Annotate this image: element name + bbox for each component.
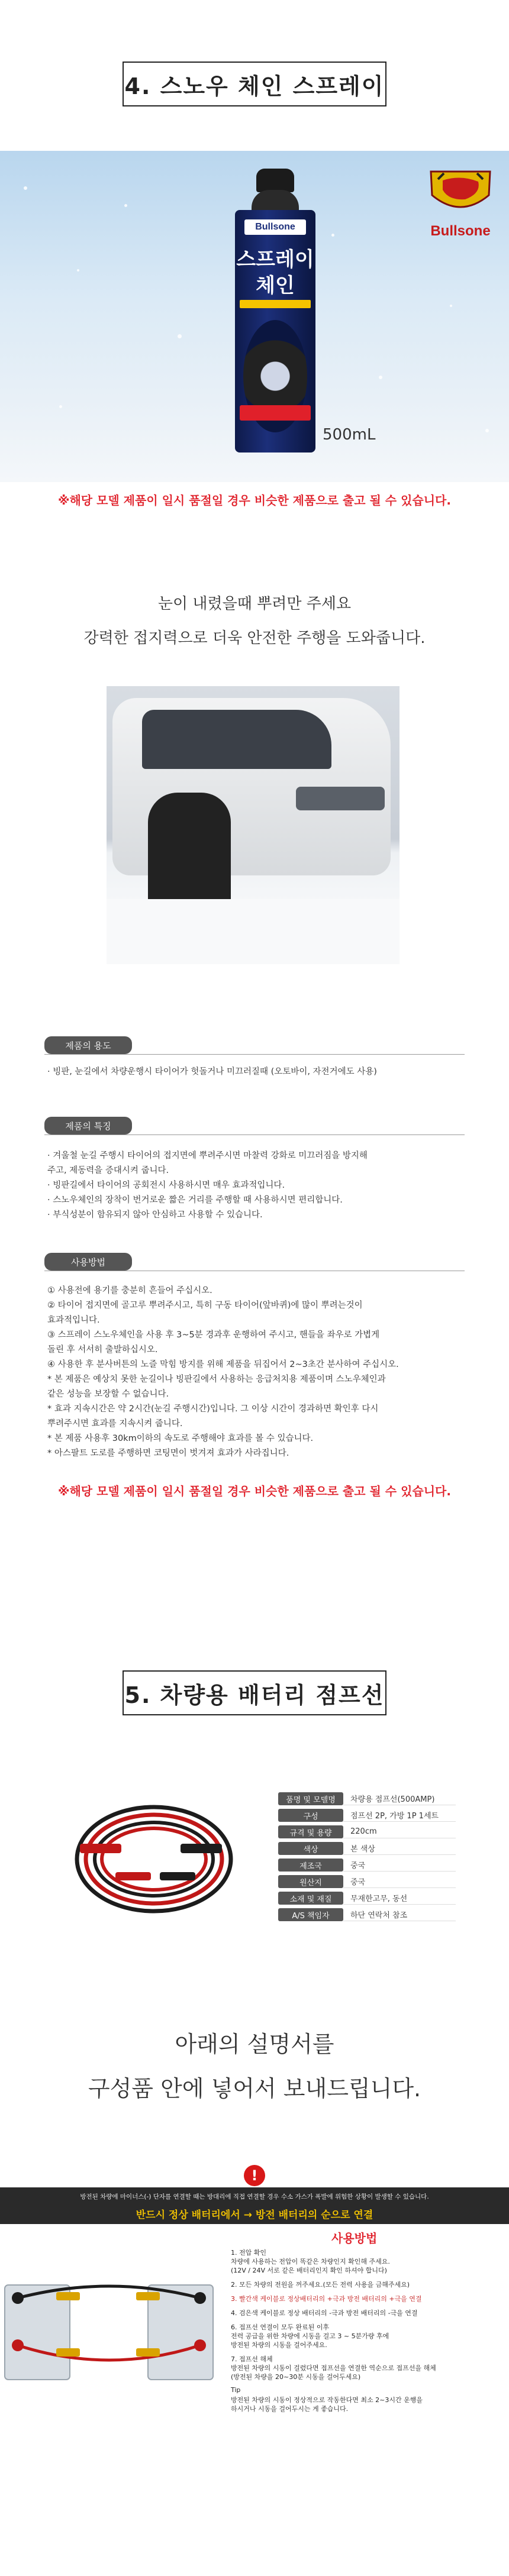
spec-value: 점프선 2P, 가방 1P 1세트 [343,1809,456,1822]
spec-value: 중국 [343,1859,456,1872]
method-line: 효과적입니다. [47,1316,100,1325]
volume-label: 500mL [323,426,376,444]
spec-value: 본 색상 [343,1842,456,1855]
method-line: ② 타이어 접지면에 골고루 뿌려주시고, 특히 구동 타이어(앞바퀴)에 많이 뿌려는것이 [47,1301,363,1310]
brand-wordmark: Bullsone [430,223,491,239]
method-line: 돌린 후 서서히 출발하십시오. [47,1345,158,1355]
step-line: (방전된 차량을 20~30분 시동을 걸어두세요) [231,2373,361,2381]
spec-value: 차량용 점프선(500AMP) [343,1792,456,1805]
tab-method: 사용방법 [44,1253,132,1271]
spec-value: 하단 연락처 참조 [343,1908,456,1921]
spec-label: 구성 [278,1809,343,1822]
spec-label: 규격 및 용량 [278,1825,343,1838]
spec-label: 색상 [278,1842,343,1855]
spec-value: 220cm [343,1825,456,1838]
step-line: 차량에 사용하는 전압이 똑같은 차량인지 확인해 주세요. [231,2258,390,2265]
jumper-cable-image [56,1789,252,1925]
method-line: 뿌려주시면 효과를 지속시켜 줍니다. [47,1419,183,1428]
how-title: 사용방법 [331,2231,378,2245]
spec-label: A/S 책임자 [278,1908,343,1921]
warning-text: 방전된 차량에 마이너스(-) 단자를 연결할 때는 방대리에 직접 연결할 경우 수소 가스가 폭발에 위험한 상황이 발생할 수 있습니다. [80,2193,429,2200]
feature-line: · 스노우체인의 장착이 번거로운 짧은 거리를 주행할 때 사용하시면 편리합니다. [47,1195,343,1205]
warning-icon: ! [244,2165,265,2186]
step-line: Tip [231,2386,241,2394]
spec-label: 소재 및 재질 [278,1892,343,1905]
method-line: * 본 제품은 예상치 못한 눈길이나 빙판길에서 사용하는 응급처치용 제품이며 스노우체인과 [47,1375,386,1384]
tab-features: 제품의 특징 [44,1117,132,1135]
step-line: 3. 빨간색 케이블로 정상배터리의 +극과 방전 배터리의 +극을 연결 [231,2295,422,2303]
step-line: 6. 접프선 연결이 모두 완료된 이후 [231,2323,330,2331]
step-line: 하시거나 시동을 걸어두시는 게 좋습니다. [231,2405,349,2413]
section4-title: 4. 스노우 체인 스프레이 [123,62,386,106]
spray-hero-image [0,151,509,482]
section5-title: 5. 차량용 배터리 점프선 [123,1670,386,1715]
usage-text: · 빙판, 눈길에서 차량운행시 타이어가 헛돌거나 미끄러질때 (오토바이, 자전거에도 사용) [47,1067,377,1077]
spec-table [278,1792,456,1921]
step-line: 방전된 차량의 시동이 걸렸다면 접프선을 연결한 역순으로 접프선을 해체 [231,2364,436,2372]
stock-notice-top: ※해당 모델 제품이 일시 품절일 경우 비슷한 제품으로 출고 될 수 있습니다. [58,493,451,508]
step-line: 4. 검은색 케이블로 정상 배터리의 -극과 방전 배터리의 -극을 연결 [231,2309,418,2317]
method-line: * 아스팔트 도로를 주행하면 코팅면이 벗겨져 효과가 사라집니다. [47,1449,289,1458]
method-line: ④ 사용한 후 분사버튼의 노즐 막힘 방지를 위해 제품을 뒤집어서 2~3초간 분사하여 주십시오. [47,1360,399,1369]
method-line: ③ 스프레이 스노우체인을 사용 후 3~5분 경과후 운행하여 주시고, 핸들을 좌우로 가볍게 [47,1330,380,1340]
bullsone-logo [419,163,502,240]
manual-line-2: 구성품 안에 넣어서 보내드립니다. [88,2076,421,2102]
method-line: ① 사용전에 용기를 충분히 흔들어 주십시오. [47,1286,212,1295]
feature-line: 주고, 제동력을 증대시켜 줍니다. [47,1166,169,1175]
spec-value: 중국 [343,1875,456,1888]
feature-line: · 겨울철 눈길 주행시 타이어의 접지면에 뿌려주시면 마찰력 강화로 미끄러짐을 방지해 [47,1151,368,1161]
spec-label: 원산지 [278,1875,343,1888]
step-line: 2. 모든 차량의 전원을 꺼주세요.(모든 전력 사용을 금해주세요) [231,2281,410,2289]
method-line: 같은 성능을 보장할 수 없습니다. [47,1389,169,1399]
divider [44,1054,465,1055]
tab-usage: 제품의 용도 [44,1036,132,1054]
method-line: * 효과 지속시간은 약 2시간(눈길 주행시간)입니다. 그 이상 시간이 경과하면 확인후 다시 [47,1404,379,1414]
step-line: 전력 공급을 위한 차량에 시동을 걸고 3 ~ 5분가량 후에 [231,2332,389,2340]
step-line: 방전된 차량의 시동을 걸어주세요. [231,2341,327,2349]
manual-image [0,2165,509,2549]
headline-2: 강력한 접지력으로 더욱 안전한 주행을 도와줍니다. [83,629,426,647]
step-line: (12V / 24V 서로 같은 배터리인지 확인 하셔야 합니다) [231,2267,387,2274]
spray-can [228,169,323,464]
spec-label: 제조국 [278,1859,343,1872]
spec-value: 무재한고무, 동선 [343,1892,456,1905]
battery-diagram [0,2274,219,2393]
spec-label: 품명 및 모델명 [278,1792,343,1805]
headline-1: 눈이 내렸을때 뿌려만 주세요 [157,595,352,613]
step-line: 방전된 차량의 시동이 정상적으로 작동한다면 최소 2~3시간 운행을 [231,2396,423,2404]
step-line: 7. 접프선 해체 [231,2355,273,2363]
warning-highlight: 반드시 정상 배터리에서 → 방전 배터리의 순으로 연결 [136,2209,373,2221]
manual-line-1: 아래의 설명서를 [175,2031,334,2057]
can-brand: Bullsone [244,219,306,235]
can-title-2: 체인 [256,274,295,298]
stock-notice-bottom: ※해당 모델 제품이 일시 품절일 경우 비슷한 제품으로 출고 될 수 있습니다. [58,1484,451,1498]
step-line: 1. 전압 확인 [231,2249,266,2257]
car-snow-image [107,686,400,964]
feature-line: · 빙판길에서 타이어의 공회전시 사용하시면 매우 효과적입니다. [47,1181,285,1190]
can-title-1: 스프레이 [236,248,314,272]
feature-line: · 부식성분이 함유되지 않아 안심하고 사용할 수 있습니다. [47,1210,263,1220]
method-line: * 본 제품 사용후 30km이하의 속도로 주행해야 효과를 볼 수 있습니다. [47,1434,314,1443]
